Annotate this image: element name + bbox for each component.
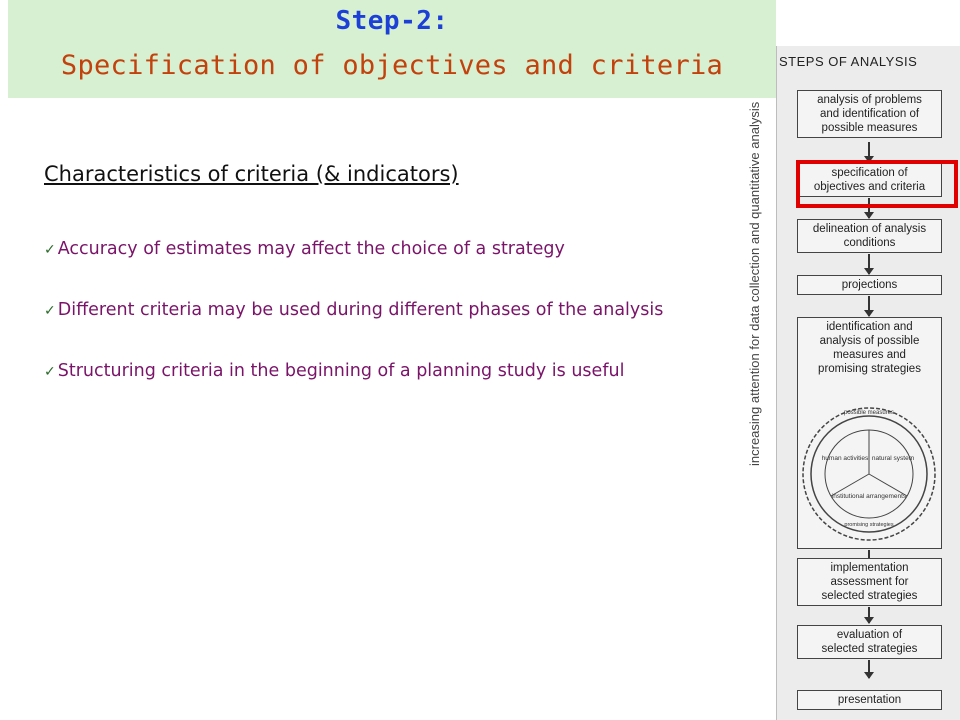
down-arrow-icon [868,607,870,623]
slide-step-title: Step-2: [335,6,449,36]
step-label: presentation [837,694,902,706]
checkmark-icon: ✓ [44,364,56,380]
bullet-text: Different criteria may be used during different phases of the analysis [57,300,664,320]
down-arrow-icon [868,296,870,316]
down-arrow-icon [868,660,870,678]
step-label: evaluation of selected strategies [821,629,918,655]
step-box-problem-analysis [797,90,942,138]
circle-label-top: possible measures [843,410,895,416]
down-arrow-icon [868,254,870,274]
section-heading: Characteristics of criteria (& indicators) [44,162,459,186]
step-box-evaluation [797,625,942,659]
step-label: implementation assessment for selected strategies [821,562,918,602]
bullet-item [44,295,764,326]
circle-label-right: natural system [871,455,915,462]
title-banner [8,0,776,98]
analysis-steps-diagram [747,46,960,720]
circle-label-left: human activities [821,455,869,462]
bullet-item [44,234,764,265]
circle-label-bottom: institutional arrangements [831,493,907,500]
circle-label-outer: promising strategies [844,522,894,528]
bullet-list [44,234,764,417]
bullet-item [44,356,764,387]
system-circle-diagram [795,398,943,546]
step-box-implementation [797,558,942,606]
slide-title: Specification of objectives and criteria [60,50,724,81]
step-label: specification of objectives and criteria [813,167,926,193]
checkmark-icon: ✓ [44,242,56,258]
step-box-projections [797,275,942,295]
step-box-presentation [797,690,942,710]
bullet-text: Accuracy of estimates may affect the choice of a strategy [57,239,565,259]
step-label: analysis of problems and identification of possible measures [817,94,922,134]
current-step-highlight [796,160,958,208]
step-label: delineation of analysis conditions [812,223,927,249]
bullet-text: Structuring criteria in the beginning of a planning study is useful [57,361,625,381]
step-label: identification and analysis of possible measures and promising strategies [818,321,921,375]
step-box-conditions [797,219,942,253]
step-label: projections [841,279,898,291]
diagram-side-label: increasing attention for data collection and quantitative analysis [747,101,762,466]
diagram-title: STEPS OF ANALYSIS [779,54,918,69]
down-arrow-icon [868,142,870,162]
checkmark-icon: ✓ [44,303,56,319]
